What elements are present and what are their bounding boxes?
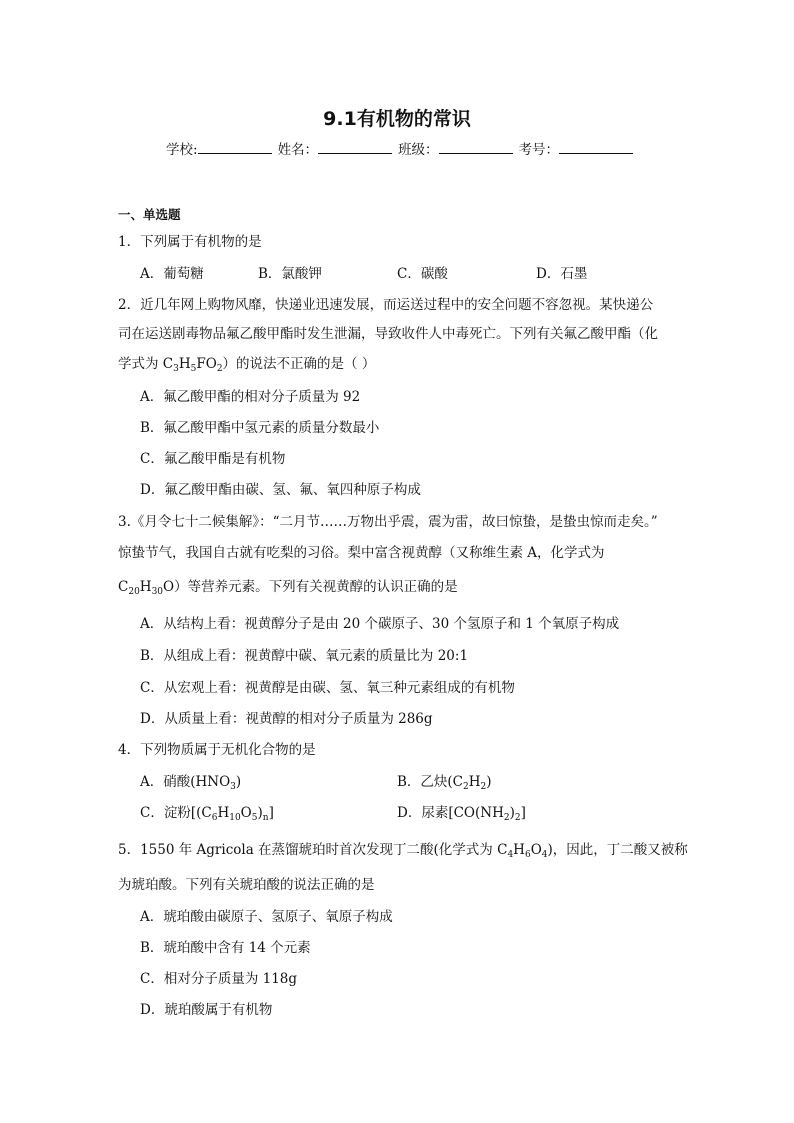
q2-option-d: D．氟乙酸甲酯由碳、氢、氟、氧四种原子构成	[140, 482, 421, 498]
q3-stem-line1: 3.《月令七十二候集解》：“二月节……万物出乎震，震为雷，故曰惊蛰，是蛰虫惊而走矣。”	[118, 514, 658, 530]
q2-stem-line2: 司在运送剧毒物品氟乙酸甲酯时发生泄漏，导致收件人中毒死亡。下列有关氟乙酸甲酯（化	[118, 326, 658, 342]
q3-option-a: A．从结构上看：视黄醇分子是由 20 个碳原子、30 个氢原子和 1 个氧原子构成	[140, 616, 620, 632]
q5-stem-line1: 5．1550 年 Agricola 在蒸馏琥珀时首次发现丁二酸(化学式为 $C_4H_6O_4$)，因此，丁二酸又被称	[118, 842, 688, 860]
q2-option-c: C．氟乙酸甲酯是有机物	[140, 451, 286, 467]
q5-stem-line2: 为琥珀酸。下列有关琥珀酸的说法正确的是	[118, 877, 375, 893]
q4-option-a: A．硝酸$(HNO_3)$	[140, 774, 242, 792]
q2-option-b: B．氟乙酸甲酯中氢元素的质量分数最小	[140, 420, 380, 436]
number-blank[interactable]	[559, 140, 633, 154]
q1-option-b: B．氯酸钾	[258, 266, 322, 282]
q4-option-b: B．乙炔$(C_2H_2)$	[397, 774, 492, 792]
school-blank[interactable]	[198, 140, 272, 154]
class-label: 班级：	[398, 142, 439, 158]
number-label: 考号：	[518, 142, 560, 158]
school-label: 学校:	[166, 142, 198, 158]
q1-option-d: D．石墨	[536, 266, 588, 282]
q4-option-d: D．尿素$[CO(NH_2)_2]$	[397, 805, 526, 823]
q4-stem: 4．下列物质属于无机化合物的是	[118, 742, 316, 758]
q2-option-a: A．氟乙酸甲酯的相对分子质量为 92	[140, 389, 361, 405]
q1-option-a: A．葡萄糖	[140, 266, 204, 282]
q2-stem-line3: 学式为 $C_3H_5FO_2$）的说法不正确的是（ ）	[118, 356, 376, 374]
name-label: 姓名：	[277, 142, 319, 158]
student-info-line	[166, 138, 639, 158]
q1-option-c: C．碳酸	[397, 266, 448, 282]
q3-option-b: B．从组成上看：视黄醇中碳、氧元素的质量比为 20:1	[140, 648, 469, 664]
class-blank[interactable]	[439, 140, 513, 154]
q3-option-d: D．从质量上看：视黄醇的相对分子质量为 286g	[140, 711, 433, 727]
q4-option-c: C．淀粉$[(C_6H_{10}O_5)_n]$	[140, 805, 274, 823]
q2-stem-line1: 2．近几年网上购物风靡，快递业迅速发展，而运送过程中的安全问题不容忽视。某快递公	[118, 297, 654, 313]
q5-option-b: B．琥珀酸中含有 14 个元素	[140, 940, 311, 956]
q3-stem-line3: $C_{20}H_{30}O$）等营养元素。下列有关视黄醇的认识正确的是	[118, 579, 458, 597]
q5-option-c: C．相对分子质量为 118g	[140, 971, 298, 987]
section-heading: 一、单选题	[118, 207, 181, 222]
q5-option-a: A．琥珀酸由碳原子、氢原子、氧原子构成	[140, 909, 393, 925]
q5-option-d: D．琥珀酸属于有机物	[140, 1002, 273, 1018]
q1-stem: 1．下列属于有机物的是	[118, 234, 262, 250]
page-title: 9.1有机物的常识	[323, 108, 471, 130]
name-blank[interactable]	[318, 140, 392, 154]
q3-option-c: C．从宏观上看：视黄醇是由碳、氢、氧三种元素组成的有机物	[140, 680, 515, 696]
q3-stem-line2: 惊蛰节气，我国自古就有吃梨的习俗。梨中富含视黄醇（又称维生素 A，化学式为	[118, 545, 605, 561]
